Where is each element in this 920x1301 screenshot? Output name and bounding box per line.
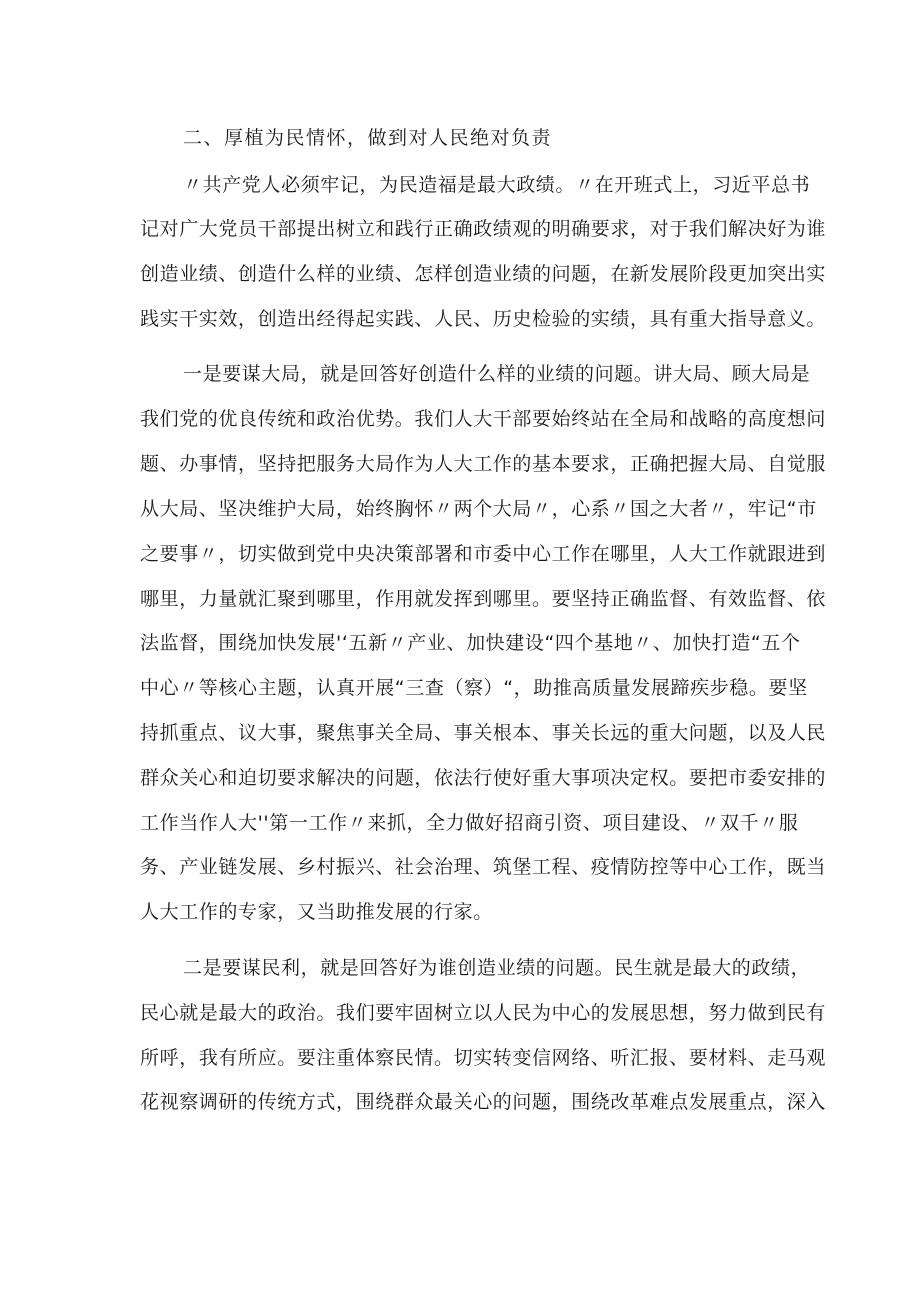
paragraph-1-line: 践实干实效，创造出经得起实践、人民、历史检验的实绩，具有重大指导意义。: [140, 308, 827, 330]
paragraph-2-line: 持抓重点、议大事，聚焦事关全局、事关根本、事关长远的重大问题，以及人民: [140, 722, 827, 744]
paragraph-1-line: 〃共产党人必须牢记，为民造福是最大政绩。〃在开班式上，习近平总书: [183, 174, 811, 196]
paragraph-2-line: 法监督，围绕加快发展'‘五新〃产业、加快建设“四个基地〃、加快打造“五个: [140, 632, 801, 654]
paragraph-2-line: 哪里，力量就汇聚到哪里，作用就发挥到哪里。要坚持正确监督、有效监督、依: [140, 588, 827, 610]
paragraph-3-line: 二是要谋民利，就是回答好为谁创造业绩的问题。民生就是最大的政绩，: [183, 957, 811, 979]
paragraph-2-line: 务、产业链发展、乡村振兴、社会治理、筑堡工程、疫情防控等中心工作，既当: [140, 856, 827, 878]
paragraph-2-line: 工作当作人大''第一工作〃来抓，全力做好招商引资、项目建设、〃双千〃服: [140, 812, 799, 834]
paragraph-2-line: 题、办事情，坚持把服务大局作为人大工作的基本要求，正确把握大局、自觉服: [140, 453, 827, 475]
paragraph-3-line: 所呼，我有所应。要注重体察民情。切实转变信网络、听汇报、要材料、走马观: [140, 1047, 827, 1069]
paragraph-2-line: 中心〃等核心主题，认真开展“三查（察）“，助推高质量发展蹄疾步稳。要坚: [140, 677, 808, 699]
paragraph-1-line: 创造业绩、创造什么样的业绩、怎样创造业绩的问题，在新发展阶段更加突出实: [140, 263, 827, 285]
paragraph-2-line: 从大局、坚决维护大局，始终胸怀〃两个大局〃，心系〃国之大者〃，牢记“市: [140, 498, 817, 520]
paragraph-1-line: 记对广大党员干部提出树立和践行正确政绩观的明确要求，对于我们解决好为谁: [140, 218, 827, 240]
paragraph-2-line: 人大工作的专家，又当助推发展的行家。: [140, 901, 493, 923]
paragraph-2-line: 群众关心和迫切要求解决的问题，依法行使好重大事项决定权。要把市委安排的: [140, 767, 827, 789]
paragraph-2-line: 我们党的优良传统和政治优势。我们人大干部要始终站在全局和战略的高度想问: [140, 408, 827, 430]
paragraph-3-line: 民心就是最大的政治。我们要牢固树立以人民为中心的发展思想，努力做到民有: [140, 1002, 827, 1024]
paragraph-2-line: 之要事〃，切实做到党中央决策部署和市委中心工作在哪里，人大工作就跟进到: [140, 543, 827, 565]
paragraph-2-line: 一是要谋大局，就是回答好创造什么样的业绩的问题。讲大局、顾大局是: [183, 363, 811, 385]
paragraph-3-line: 花视察调研的传统方式，围绕群众最关心的问题，围绕改革难点发展重点，深入: [140, 1091, 827, 1113]
section-heading: 二、厚植为民情怀，做到对人民绝对负责: [183, 127, 553, 149]
